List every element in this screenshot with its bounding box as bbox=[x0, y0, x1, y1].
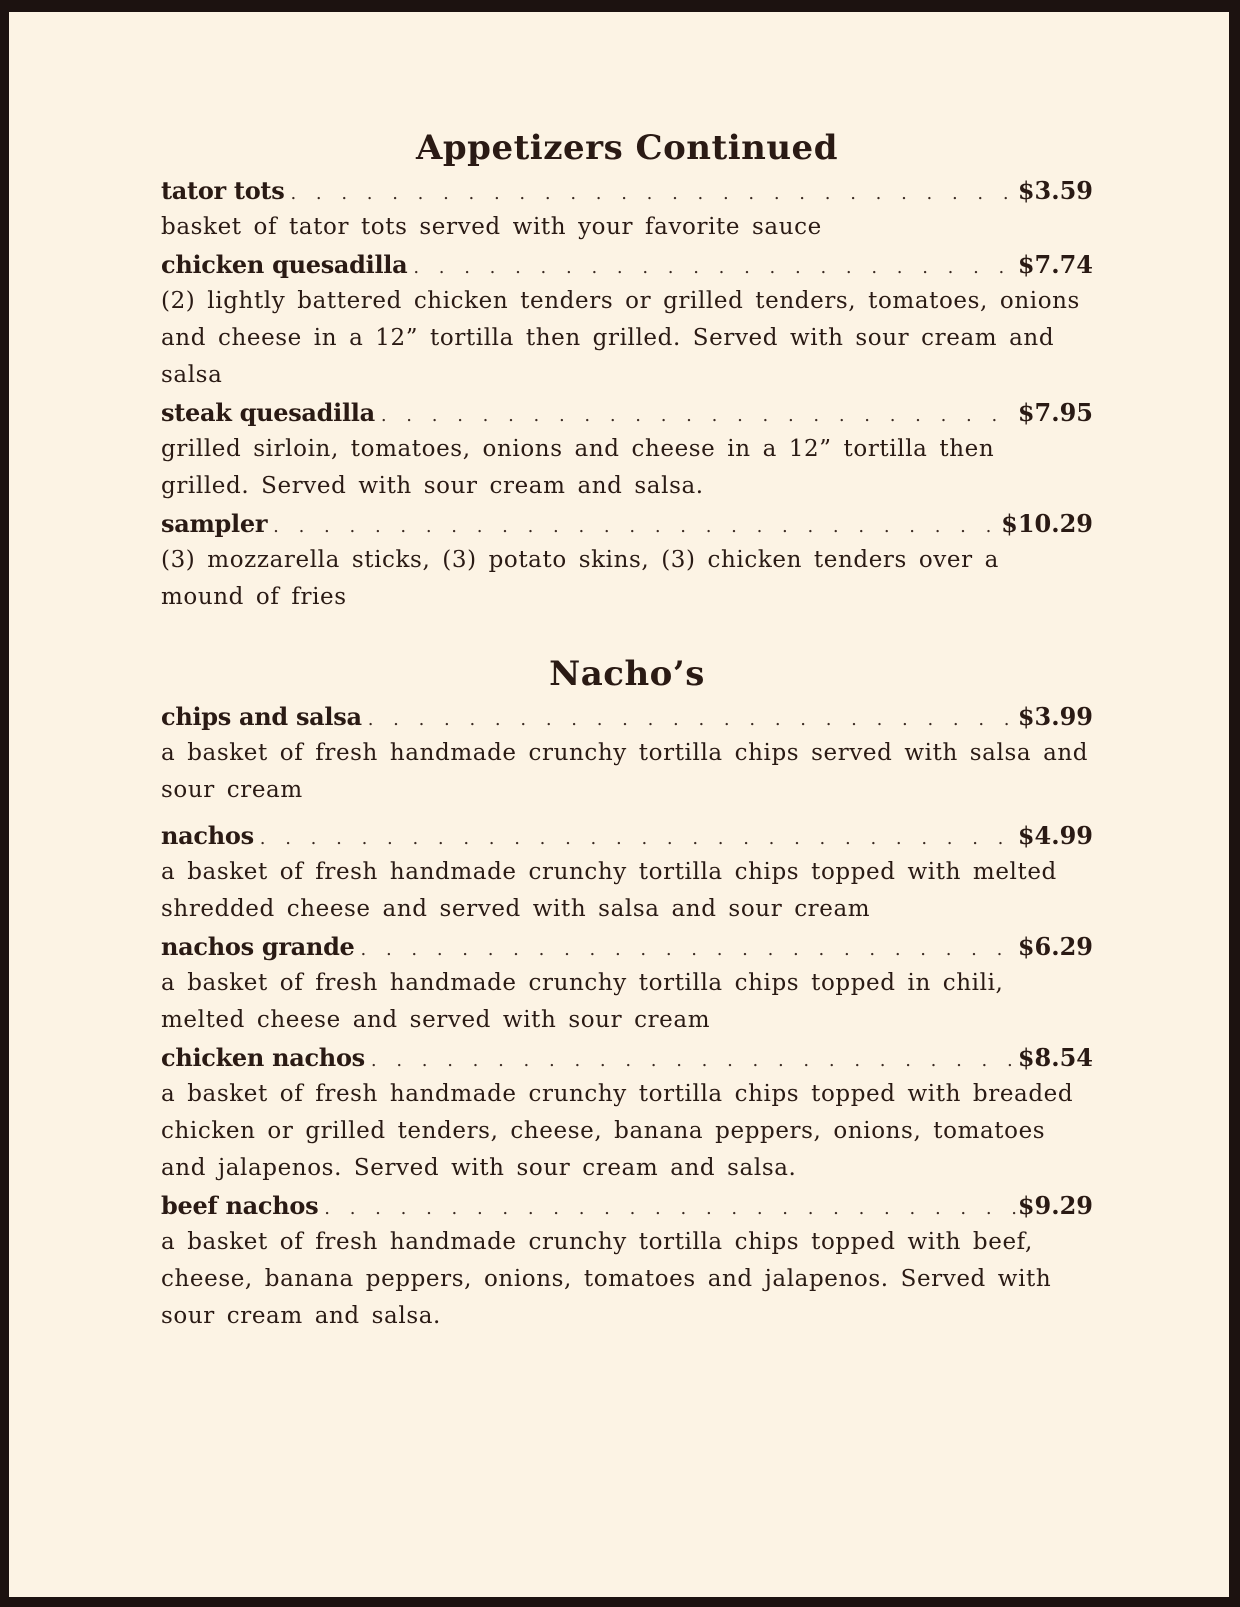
item-name: nachos bbox=[161, 821, 254, 850]
item-name: tator tots bbox=[161, 176, 285, 205]
item-price: $6.29 bbox=[1017, 932, 1093, 961]
item-description: a basket of fresh handmade crunchy tortilla chips served with salsa and sour cream bbox=[161, 740, 1089, 803]
dot-leader bbox=[365, 1042, 1018, 1079]
item-name: chips and salsa bbox=[161, 702, 362, 731]
dot-leader bbox=[318, 1190, 1018, 1227]
item-description: (3) mozzarella sticks, (3) potato skins, (3) chicken tenders over a mound of fries bbox=[161, 547, 999, 610]
item-description: grilled sirloin, tomatoes, onions and cheese in a 12” tortilla then grilled. Served with sour cream and salsa. bbox=[161, 436, 995, 499]
menu-item-chicken-nachos bbox=[161, 1039, 1093, 1187]
menu-item-tator-tots bbox=[161, 172, 1093, 246]
menu-item-chips-and-salsa bbox=[161, 698, 1093, 809]
item-description: a basket of fresh handmade crunchy tortilla chips topped in chili, melted cheese and served with sour cream bbox=[161, 970, 1004, 1033]
menu-item-sampler bbox=[161, 505, 1093, 616]
item-price: $7.95 bbox=[1017, 398, 1093, 427]
item-name: beef nachos bbox=[161, 1191, 319, 1220]
menu-page bbox=[9, 12, 1229, 1597]
dot-leader bbox=[407, 249, 1018, 286]
item-description: basket of tator tots served with your favorite sauce bbox=[161, 214, 822, 240]
item-description: a basket of fresh handmade crunchy tortilla chips topped with beef, cheese, banana peppers, onions, tomatoes and jalapenos. Served with sour cream and salsa. bbox=[161, 1229, 1052, 1329]
item-price: $3.99 bbox=[1017, 702, 1093, 731]
item-description: a basket of fresh handmade crunchy tortilla chips topped with melted shredded cheese and served with salsa and sour cream bbox=[161, 859, 1057, 922]
item-price: $9.29 bbox=[1017, 1191, 1093, 1220]
item-description: a basket of fresh handmade crunchy tortilla chips topped with breaded chicken or grilled tenders, cheese, banana peppers, onions, tomatoes and jalapenos. Served with sour cream and salsa. bbox=[161, 1081, 1074, 1181]
section-title-nachos: Nacho’s bbox=[549, 654, 705, 694]
dot-leader bbox=[254, 820, 1018, 857]
dot-leader bbox=[355, 931, 1018, 968]
menu-item-beef-nachos bbox=[161, 1187, 1093, 1335]
dot-leader bbox=[267, 508, 1001, 545]
item-price: $3.59 bbox=[1017, 176, 1093, 205]
item-name: chicken nachos bbox=[161, 1043, 365, 1072]
dot-leader bbox=[362, 701, 1018, 738]
menu-item-nachos-grande bbox=[161, 928, 1093, 1039]
item-name: sampler bbox=[161, 509, 268, 538]
item-name: steak quesadilla bbox=[161, 398, 375, 427]
item-price: $8.54 bbox=[1017, 1043, 1093, 1072]
menu-item-nachos bbox=[161, 817, 1093, 928]
item-price: $7.74 bbox=[1017, 250, 1093, 279]
section-title-appetizers: Appetizers Continued bbox=[416, 128, 838, 168]
item-name: nachos grande bbox=[161, 932, 355, 961]
dot-leader bbox=[375, 397, 1018, 434]
menu-item-steak-quesadilla bbox=[161, 394, 1093, 505]
item-description: (2) lightly battered chicken tenders or grilled tenders, tomatoes, onions and cheese in a 12” tortilla then grilled. Served with sour cream and salsa bbox=[161, 288, 1080, 388]
item-price: $10.29 bbox=[1001, 509, 1093, 538]
dot-leader bbox=[284, 175, 1017, 212]
menu-content bbox=[161, 124, 1093, 1335]
item-name: chicken quesadilla bbox=[161, 250, 408, 279]
menu-item-chicken-quesadilla bbox=[161, 246, 1093, 394]
item-price: $4.99 bbox=[1017, 821, 1093, 850]
